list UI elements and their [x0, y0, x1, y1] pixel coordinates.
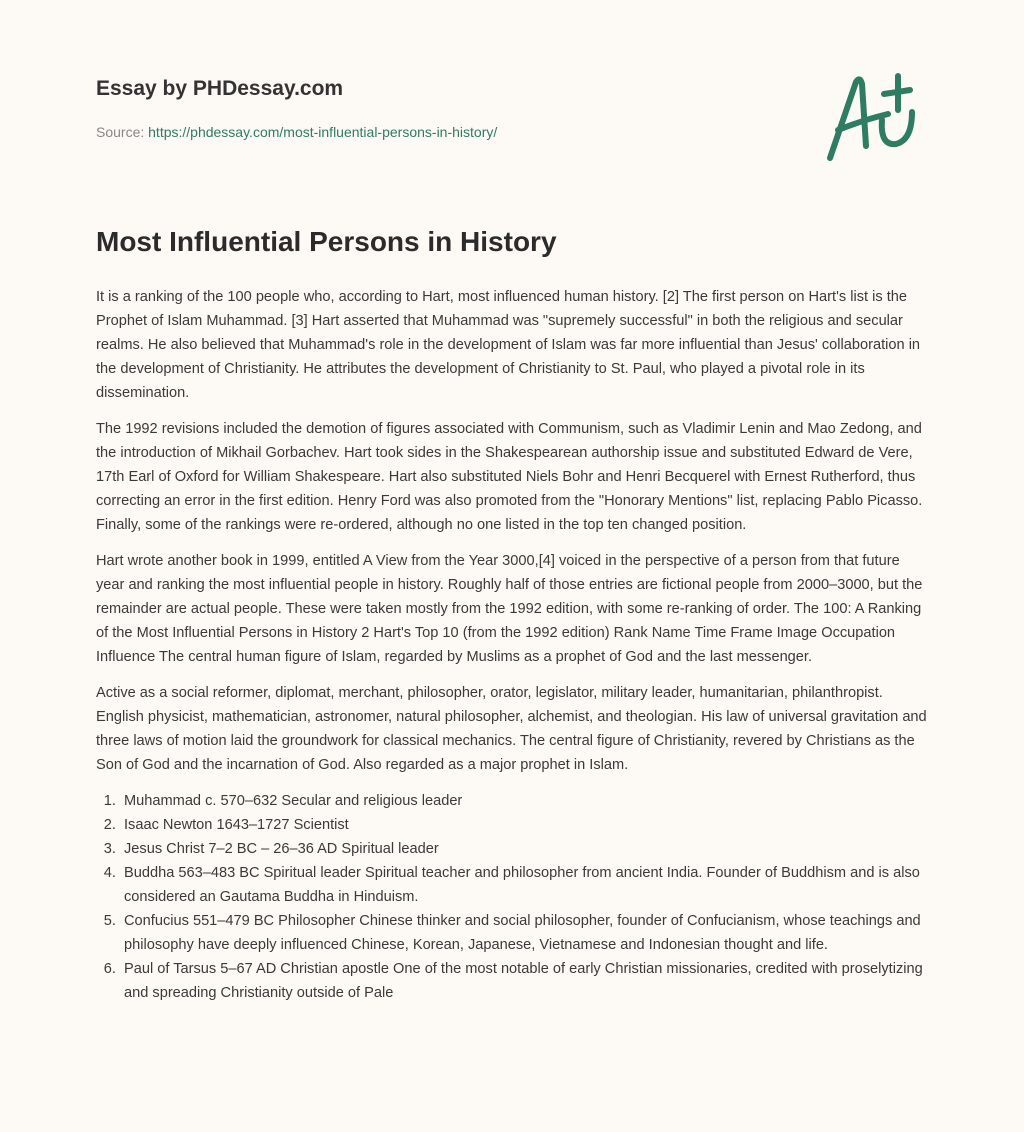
- site-title: Essay by PHDessay.com: [96, 77, 344, 100]
- article-title: Most Influential Persons in History: [96, 226, 557, 257]
- list-item: 2. Isaac Newton 1643–1727 Scientist: [120, 813, 932, 837]
- source-label: Source:: [96, 124, 145, 140]
- paragraph: Hart wrote another book in 1999, entitled A View from the Year 3000,[4] voiced in the perspective of a person from that future year and ranking the most influential people in history. Roughly half of those entries are fictional people from 2000–3000, but the remainder are actual people. These were taken mostly from the 1992 edition, with some re-ranking of order. The 100: A Ranking of the Most Influential Persons in History 2 Hart's Top 10 (from the 1992 edition) Rank Name Time Frame Image Occupation Influence The central human figure of Islam, regarded by Muslims as a prophet of God and the last messenger.: [96, 553, 923, 665]
- article-body: [96, 285, 932, 1005]
- a-plus-logo-icon: [818, 68, 928, 168]
- list-item: 6. Paul of Tarsus 5–67 AD Christian apostle One of the most notable of early Christian missionaries, credited with proselytizing and spreading Christianity outside of Pale: [120, 957, 932, 1005]
- paragraph: The 1992 revisions included the demotion of figures associated with Communism, such as Vladimir Lenin and Mao Zedong, and the introduction of Mikhail Gorbachev. Hart took sides in the Shakespearean authorship issue and substituted Edward de Vere, 17th Earl of Oxford for William Shakespeare. Hart also substituted Niels Bohr and Henri Becquerel with Ernest Rutherford, thus correcting an error in the first edition. Henry Ford was also promoted from the "Honorary Mentions" list, replacing Pablo Picasso. Finally, some of the rankings were re-ordered, although no one listed in the top ten changed position.: [96, 421, 923, 533]
- source-link[interactable]: https://phdessay.com/most-influential-persons-in-history/: [148, 124, 498, 140]
- list-item: 5. Confucius 551–479 BC Philosopher Chinese thinker and social philosopher, founder of Confucianism, whose teachings and philosophy have deeply influenced Chinese, Korean, Japanese, Vietnamese and Indonesian thought and life.: [120, 909, 932, 957]
- top-ten-list: [96, 789, 932, 1005]
- list-item: 4. Buddha 563–483 BC Spiritual leader Spiritual teacher and philosopher from ancient India. Founder of Buddhism and is also considered an Gautama Buddha in Hinduism.: [120, 861, 932, 909]
- list-item: 1. Muhammad c. 570–632 Secular and religious leader: [120, 789, 932, 813]
- paragraph: Active as a social reformer, diplomat, merchant, philosopher, orator, legislator, military leader, humanitarian, philanthropist. English physicist, mathematician, astronomer, natural philosopher, alchemist, and theologian. His law of universal gravitation and three laws of motion laid the groundwork for classical mechanics. The central figure of Christianity, revered by Christians as the Son of God and the incarnation of God. Also regarded as a major prophet in Islam.: [96, 685, 927, 773]
- paragraph: It is a ranking of the 100 people who, according to Hart, most influenced human history. [2] The first person on Hart's list is the Prophet of Islam Muhammad. [3] Hart asserted that Muhammad was "supremely successful" in both the religious and secular realms. He also believed that Muhammad's role in the development of Islam was far more influential than Jesus' collaboration in the development of Christianity. He attributes the development of Christianity to St. Paul, who played a pivotal role in its dissemination.: [96, 289, 921, 401]
- list-item: 3. Jesus Christ 7–2 BC – 26–36 AD Spiritual leader: [120, 837, 932, 861]
- source-line: [96, 124, 497, 140]
